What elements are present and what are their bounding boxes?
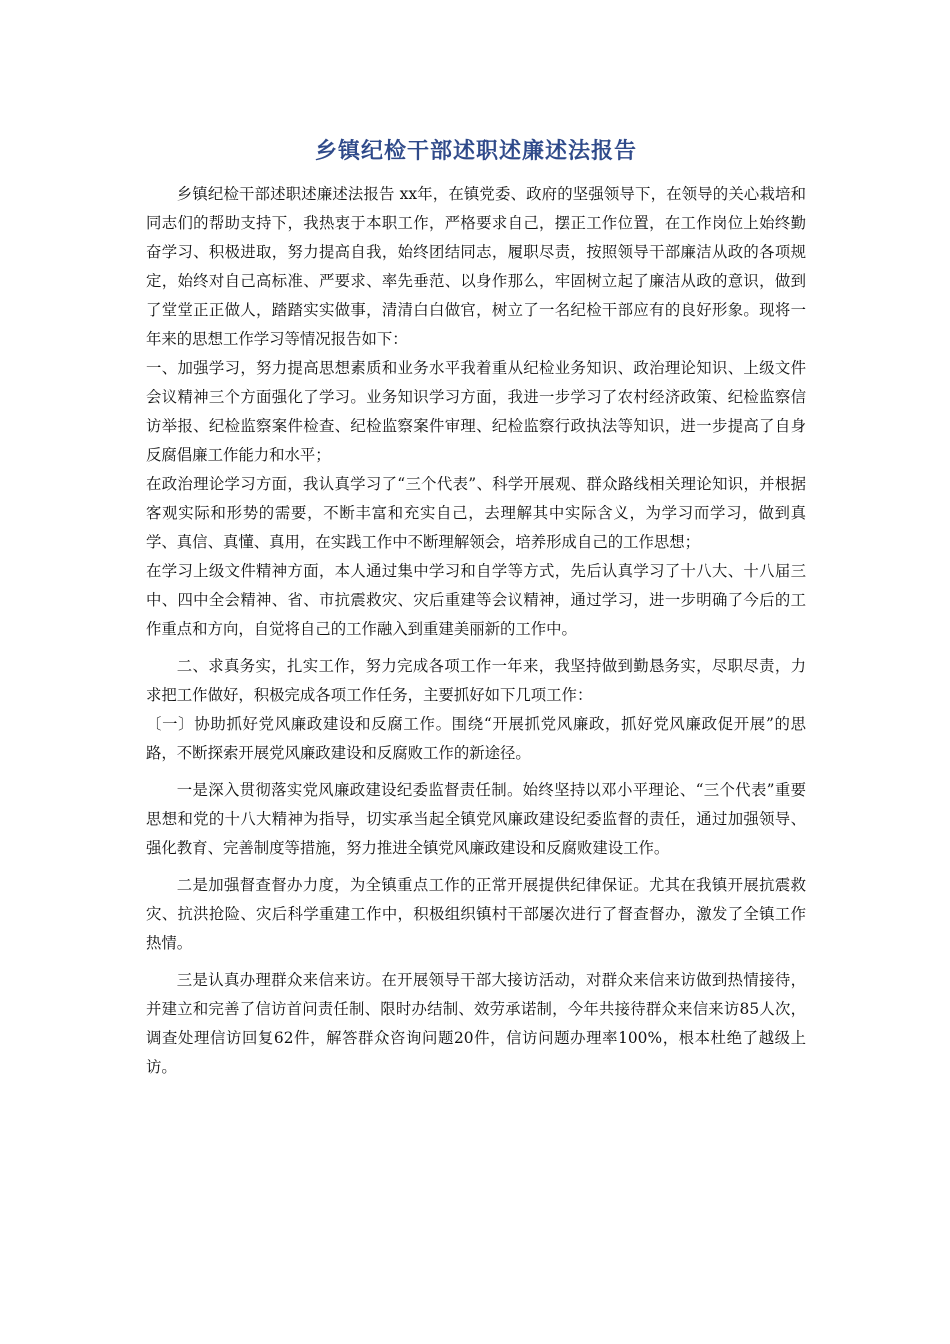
item-one-paragraph: 一是深入贯彻落实党风廉政建设纪委监督责任制。始终坚持以邓小平理论、“三个代表”重要思想和党的十八大精神为指导，切实承当起全镇党风廉政建设纪委监督的责任，通过加强领导、强化教育、完善制度等措施，努力推进全镇党风廉政建设和反腐败建设工作。 — [146, 781, 806, 857]
subsection-one-paragraph: 〔一〕协助抓好党风廉政建设和反腐工作。围绕“开展抓党风廉政，抓好党风廉政促开展”的思路，不断探索开展党风廉政建设和反腐败工作的新途径。 — [146, 715, 806, 762]
section-two-paragraph: 二、求真务实，扎实工作，努力完成各项工作一年来，我坚持做到勤恳务实，尽职尽责，力求把工作做好，积极完成各项工作任务，主要抓好如下几项工作： — [146, 657, 806, 704]
document-page — [146, 130, 806, 1082]
intro-paragraph: 乡镇纪检干部述职述廉述法报告 xx年，在镇党委、政府的坚强领导下，在领导的关心栽培和同志们的帮助支持下，我热衷于本职工作，严格要求自己，摆正工作位置，在工作岗位上始终勤奋学习、积极进取，努力提高自我，始终团结同志，履职尽责，按照领导干部廉洁从政的各项规定，始终对自己高标准、严要求、率先垂范、以身作那么，牢固树立起了廉洁从政的意识，做到了堂堂正正做人，踏踏实实做事，清清白白做官，树立了一名纪检干部应有的良好形象。现将一年来的思想工作学习等情况报告如下： — [146, 185, 806, 348]
item-two-paragraph: 二是加强督查督办力度，为全镇重点工作的正常开展提供纪律保证。尤其在我镇开展抗震救灾、抗洪抢险、灾后科学重建工作中，积极组织镇村干部屡次进行了督查督办，激发了全镇工作热情。 — [146, 876, 806, 952]
item-three-paragraph: 三是认真办理群众来信来访。在开展领导干部大接访活动，对群众来信来访做到热情接待，并建立和完善了信访首问责任制、限时办结制、效劳承诺制，今年共接待群众来信来访85人次，调查处理信访回复62件，解答群众咨询问题20件，信访问题办理率100%，根本杜绝了越级上访。 — [146, 971, 806, 1076]
section-one-paragraph: 一、加强学习，努力提高思想素质和业务水平我着重从纪检业务知识、政治理论知识、上级文件会议精神三个方面强化了学习。业务知识学习方面，我进一步学习了农村经济政策、纪检监察信访举报、纪检监察案件检查、纪检监察案件审理、纪检监察行政执法等知识，进一步提高了自身反腐倡廉工作能力和水平； — [146, 359, 806, 464]
superior-documents-paragraph: 在学习上级文件精神方面，本人通过集中学习和自学等方式，先后认真学习了十八大、十八届三中、四中全会精神、省、市抗震救灾、灾后重建等会议精神，通过学习，进一步明确了今后的工作重点和方向，自觉将自己的工作融入到重建美丽新的工作中。 — [146, 562, 806, 638]
political-theory-paragraph: 在政治理论学习方面，我认真学习了“三个代表”、科学开展观、群众路线相关理论知识，并根据客观实际和形势的需要，不断丰富和充实自己，去理解其中实际含义，为学习而学习，做到真学、真信、真懂、真用，在实践工作中不断理解领会，培养形成自己的工作思想； — [146, 475, 806, 551]
document-title: 乡镇纪检干部述职述廉述法报告 — [314, 139, 637, 164]
